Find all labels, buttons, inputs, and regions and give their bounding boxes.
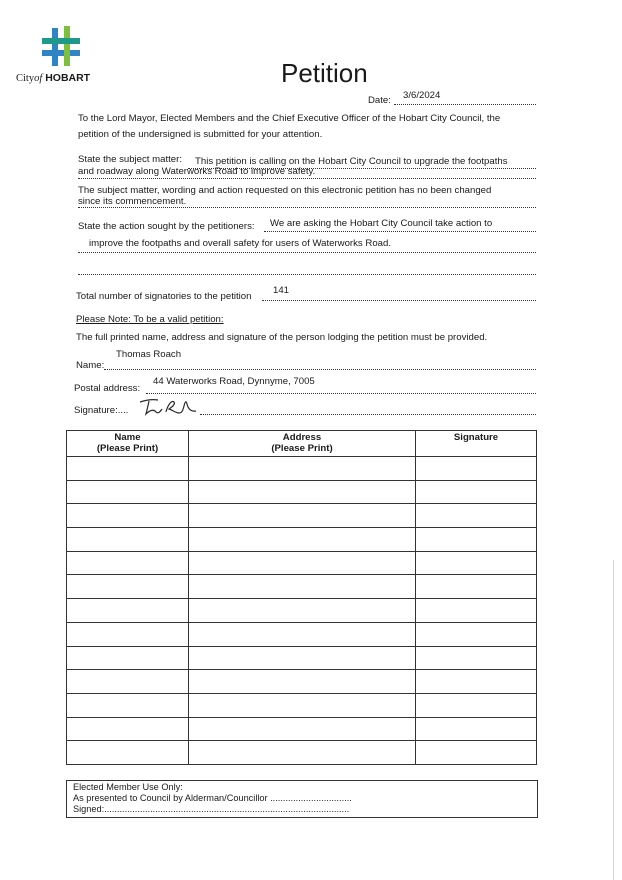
name-cell[interactable] — [67, 575, 189, 599]
table-header-row — [67, 431, 537, 457]
hobart-logo — [14, 26, 114, 86]
subject-line-2: and roadway along Waterworks Road to improve safety. — [78, 166, 316, 177]
lodger-signature-dots — [200, 414, 536, 415]
name-cell[interactable] — [67, 599, 189, 623]
lodger-address-value: 44 Waterworks Road, Dynnyme, 7005 — [153, 376, 315, 387]
name-cell[interactable] — [67, 622, 189, 646]
table-row — [67, 457, 537, 481]
signature-cell[interactable] — [416, 717, 537, 741]
name-cell[interactable] — [67, 717, 189, 741]
address-cell[interactable] — [189, 646, 416, 670]
member-line-2: As presented to Council by Alderman/Councillor ................................ — [73, 793, 352, 803]
lodger-name-dots — [104, 369, 536, 370]
action-label: State the action sought by the petitioners: — [78, 221, 255, 232]
signature-cell[interactable] — [416, 741, 537, 765]
table-row — [67, 599, 537, 623]
signature-cell[interactable] — [416, 480, 537, 504]
name-cell[interactable] — [67, 528, 189, 552]
elected-member-box — [66, 780, 538, 818]
date-value: 3/6/2024 — [403, 90, 441, 101]
signature-cell[interactable] — [416, 646, 537, 670]
name-cell[interactable] — [67, 480, 189, 504]
signature-cell[interactable] — [416, 599, 537, 623]
note-heading: Please Note: To be a valid petition: — [76, 314, 224, 325]
subject-label: State the subject matter: — [78, 154, 182, 165]
address-cell[interactable] — [189, 575, 416, 599]
address-cell[interactable] — [189, 504, 416, 528]
name-cell[interactable] — [67, 741, 189, 765]
lodger-address-label: Postal address: — [74, 383, 141, 394]
subject-dots-2 — [78, 178, 536, 179]
address-cell[interactable] — [189, 457, 416, 481]
action-line-1: We are asking the Hobart City Council take action to — [270, 218, 493, 229]
name-cell[interactable] — [67, 670, 189, 694]
unchanged-dots — [78, 207, 536, 208]
address-cell[interactable] — [189, 528, 416, 552]
table-row — [67, 693, 537, 717]
signature-cell[interactable] — [416, 504, 537, 528]
address-cell[interactable] — [189, 717, 416, 741]
table-row — [67, 480, 537, 504]
scan-edge-line — [613, 560, 614, 880]
logo-wordmark — [16, 72, 90, 84]
signatories-label: Total number of signatories to the petition — [76, 291, 252, 302]
signature-cell[interactable] — [416, 670, 537, 694]
address-cell[interactable] — [189, 551, 416, 575]
logo-of: of — [34, 73, 43, 84]
action-dots-2 — [78, 252, 536, 253]
unchanged-line-2: since its commencement. — [78, 196, 187, 207]
page-title: Petition — [281, 58, 368, 88]
lodger-address-dots — [146, 393, 536, 394]
logo-city: City — [16, 73, 35, 84]
table-row — [67, 622, 537, 646]
intro-line-1: To the Lord Mayor, Elected Members and the Chief Executive Officer of the Hobart City Council, the — [78, 113, 501, 124]
unchanged-line-1: The subject matter, wording and action requested on this electronic petition has no been changed — [78, 185, 492, 196]
table-row — [67, 504, 537, 528]
address-cell[interactable] — [189, 741, 416, 765]
subject-line-1: This petition is calling on the Hobart City Council to upgrade the footpaths — [195, 156, 508, 167]
action-dots-1 — [264, 231, 536, 232]
note-text: The full printed name, address and signature of the person lodging the petition must be provided. — [76, 332, 488, 343]
address-cell[interactable] — [189, 693, 416, 717]
member-line-3: Signed:................................................................................................ — [73, 804, 350, 814]
table-row — [67, 670, 537, 694]
action-line-2: improve the footpaths and overall safety for users of Waterworks Road. — [89, 238, 391, 249]
name-cell[interactable] — [67, 504, 189, 528]
name-cell[interactable] — [67, 457, 189, 481]
table-row — [67, 741, 537, 765]
signature-cell[interactable] — [416, 528, 537, 552]
address-cell[interactable] — [189, 480, 416, 504]
table-row — [67, 717, 537, 741]
header-signature: Signature — [416, 431, 537, 457]
address-cell[interactable] — [189, 622, 416, 646]
signatory-table — [66, 430, 537, 765]
signature-cell[interactable] — [416, 551, 537, 575]
signature-cell[interactable] — [416, 693, 537, 717]
header-address: Address (Please Print) — [189, 431, 416, 457]
table-row — [67, 646, 537, 670]
date-label: Date: — [368, 95, 391, 106]
name-cell[interactable] — [67, 693, 189, 717]
signatories-dots — [262, 300, 536, 301]
member-line-1: Elected Member Use Only: — [73, 782, 183, 792]
lodger-name-value: Thomas Roach — [116, 349, 182, 360]
hobart-logo-icon — [38, 26, 84, 70]
lodger-signature-label: Signature:.... — [74, 405, 129, 416]
table-row — [67, 575, 537, 599]
logo-name: HOBART — [45, 72, 91, 84]
signature-cell[interactable] — [416, 575, 537, 599]
address-cell[interactable] — [189, 599, 416, 623]
name-cell[interactable] — [67, 646, 189, 670]
name-cell[interactable] — [67, 551, 189, 575]
table-row — [67, 551, 537, 575]
table-row — [67, 528, 537, 552]
action-dots-3 — [78, 274, 536, 275]
handwritten-signature-icon — [138, 396, 200, 418]
lodger-name-label: Name: — [76, 360, 105, 371]
date-line — [394, 104, 536, 105]
signature-cell[interactable] — [416, 457, 537, 481]
intro-line-2: petition of the undersigned is submitted for your attention. — [78, 129, 323, 140]
header-name: Name (Please Print) — [67, 431, 189, 457]
address-cell[interactable] — [189, 670, 416, 694]
signature-cell[interactable] — [416, 622, 537, 646]
signatories-value: 141 — [273, 285, 290, 296]
